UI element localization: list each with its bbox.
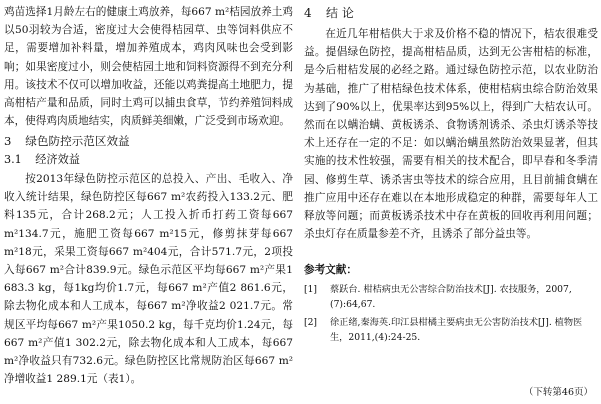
references-heading: 参考文献： [304,264,357,277]
reference-text: 蔡跃台. 柑桔病虫无公害综合防治技术[J]. 农技服务，2007,(7):64,67. [330,284,572,311]
section-heading [304,3,598,23]
subsection-title: 经济效益 [35,153,80,167]
section-number: 3 [4,134,12,149]
continued-note: （下转第46页） [523,387,593,398]
reference-number: [1] [304,284,318,296]
section-number: 4 [304,6,312,20]
subsection-number: 3.1 [4,153,22,167]
section-title: 结 论 [326,6,354,20]
reference-text: 徐正绪,秦海英.印江县柑橘主要病虫无公害防治技术[J]. 植物医生，2011,(4):24-25. [330,317,583,344]
left-column [4,3,293,388]
subsection-heading [4,151,293,170]
right-column [304,3,598,345]
body-paragraph: 按2013年绿色防控示范区的总投入、产出、毛收入、净收入统计结果，绿色防控区每667 m²农药投入133.2元、肥料135元，合计268.2元；人工投入折币打药工资每667 m²134.7元，施肥工资每667 m²15元，修剪抹芽每667 m²18元，采果工资每667 m²404元，合计571.7元，2项投入每667 m²合计839.9元。绿色示范区平均每667 m²产果1 683.3 kg，每1kg均价1.7元，每667 m²产值2 861.6元，除去物化成本和人工成本，每667 m²净收益2 021.7元。常规区平均每667 m²产果1050.2 kg，每千克均价1.24元，每667 m²产值1 302.2元，除去物化成本和人工成本，每667 m²净收益只有732.6元。绿色防控区比常规防治区每667 m²净增收益1 289.1元（表1）。 [4,172,293,386]
section-title: 绿色防控示范区效益 [25,134,130,149]
body-paragraph: 在近几年柑桔供大于求及价格不稳的情况下，桔农很难受益。提倡绿色防控，提高柑桔品质，达到无公害柑桔的标准，是今后柑桔发展的必经之路。通过绿色防控示范，以农业防治为基础，推广了柑桔绿色技术体系，使柑桔病虫综合防治效果达到了90%以上，优果率达到95%以上，得到广大桔农认可。然而在以螨治螨、黄板诱杀、食物诱剂诱杀、杀虫灯诱杀等技术上还存在一定的不足：如以螨治螨虽然防治效果显著，但其实施的技术性较强，需要有相关的技术配合，即早春和冬季清园、修剪生草、诱杀害虫等技术的综合应用，且目前捕食螨在推广应用中还存在难以在本地形成稳定的种群，需要每年人工释放等问题；而黄板诱杀技术中存在黄板的回收再利用问题；杀虫灯存在质量参差不齐，且诱杀了部分益虫等。 [304,28,598,241]
reference-item [304,315,598,345]
reference-number: [2] [304,317,318,329]
reference-item [304,282,598,312]
section-heading [4,132,293,151]
body-paragraph: 鸡苗选择1月龄左右的健康土鸡放养，每667 m²桔园放养土鸡以50羽较为合适，密度过大会使得桔园草、虫等饲料供应不足，需要增加补料量，增加养殖成本，鸡肉风味也会受到影响；如果密度过小，则会使桔园土地和饲料资源得不到充分利用。该技术不仅可以增加收益，还能以鸡粪提高土地肥力，提高柑桔产量和品质，同时土鸡可以捕虫食草，节约养殖饲料成本，使得鸡肉质地结实，肉质鲜美细嫩，广泛受到市场欢迎。 [4,6,293,128]
